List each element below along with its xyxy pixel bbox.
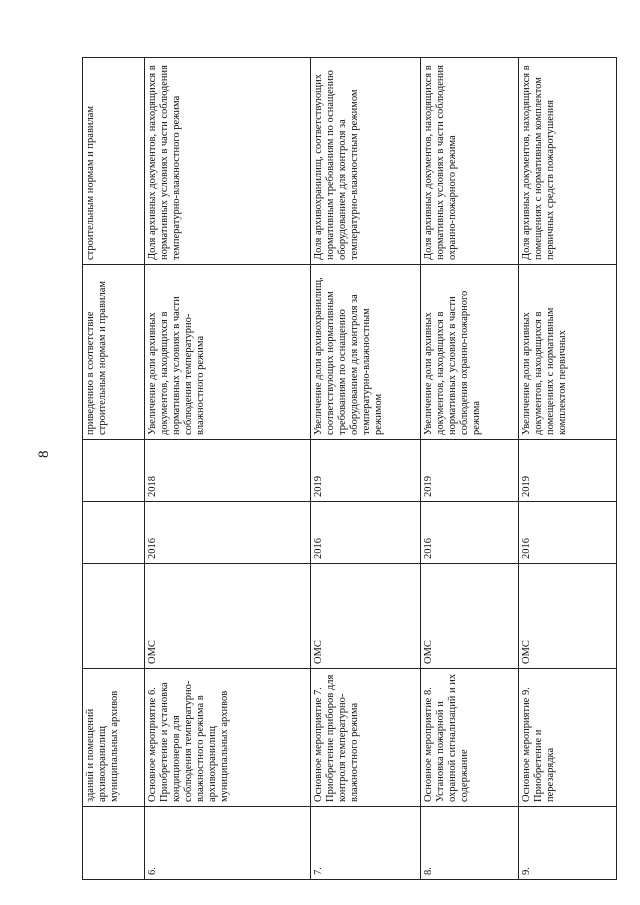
cell-num: 9.: [519, 807, 617, 880]
cell-result: Увеличение доли архивных документов, находящихся в помещениях с нормативным комплектом первичных: [519, 265, 617, 440]
cell-measure: Основное мероприятие 8. Установка пожарной и охранной сигнализаций и их содержание: [421, 669, 519, 807]
cell-num: 6.: [145, 807, 311, 880]
cell-executor: ОМС: [311, 564, 421, 669]
cell-indicator: Доля архивохранилищ, соответствующих нормативным требованиям по оснащению оборудованием для контроля за температурно-влажностным режимом: [311, 58, 421, 265]
cell-executor: ОМС: [421, 564, 519, 669]
cell-executor: ОМС: [145, 564, 311, 669]
cell-measure: Основное мероприятие 7. Приобретение приборов для контроля температурно-влажностного режима: [311, 669, 421, 807]
cell-indicator: Доля архивных документов, находящихся в нормативных условиях в части соблюдения охранно-пожарного режима: [421, 58, 519, 265]
cell-measure: Основное мероприятие 6. Приобретение и установка кондиционеров для соблюдения температурно-влажностного режима в архивохранилищ муниципальных архивов: [145, 669, 311, 807]
cell-start: 2016: [145, 502, 311, 564]
cell-result: Увеличение доли архивохранилищ, соответствующих нормативным требованиям по оснащению оборудованием для контроля за температурно-влажностным режимом: [311, 265, 421, 440]
table-row: [83, 58, 145, 880]
cell-end: 2018: [145, 440, 311, 502]
cell-num: 7.: [311, 807, 421, 880]
cell-start: 2016: [519, 502, 617, 564]
cell-num: [83, 807, 145, 880]
cell-end: [83, 440, 145, 502]
cell-indicator: Доля архивных документов, находящихся в помещениях с нормативным комплектом первичных средств пожаротушения: [519, 58, 617, 265]
cell-start: 2016: [311, 502, 421, 564]
table-row: [421, 58, 519, 880]
cell-result: Увеличение доли архивных документов, находящихся в нормативных условиях в части соблюдения температурно-влажностного режима: [145, 265, 311, 440]
cell-indicator: строительным нормам и правилам: [83, 58, 145, 265]
cell-end: 2019: [311, 440, 421, 502]
program-measures-table: [82, 57, 617, 880]
page-number: 8: [36, 450, 52, 458]
cell-result: Увеличение доли архивных документов, находящихся в нормативных условиях в части соблюдения охранно-пожарного режима: [421, 265, 519, 440]
cell-executor: ОМС: [519, 564, 617, 669]
rotated-table-wrapper: [82, 58, 616, 880]
cell-measure: зданий и помещений архивохранилищ муниципальных архивов: [83, 669, 145, 807]
cell-end: 2019: [421, 440, 519, 502]
table-row: [519, 58, 617, 880]
cell-start: 2016: [421, 502, 519, 564]
cell-start: [83, 502, 145, 564]
cell-executor: [83, 564, 145, 669]
cell-indicator: Доля архивных документов, находящихся в нормативных условиях в части соблюдения температурно-влажностного режима: [145, 58, 311, 265]
table-row: [145, 58, 311, 880]
cell-end: 2019: [519, 440, 617, 502]
cell-num: 8.: [421, 807, 519, 880]
cell-measure: Основное мероприятие 9. Приобретение и перезарядка: [519, 669, 617, 807]
table-row: [311, 58, 421, 880]
cell-result: приведению в соответствие строительным нормам и правилам: [83, 265, 145, 440]
